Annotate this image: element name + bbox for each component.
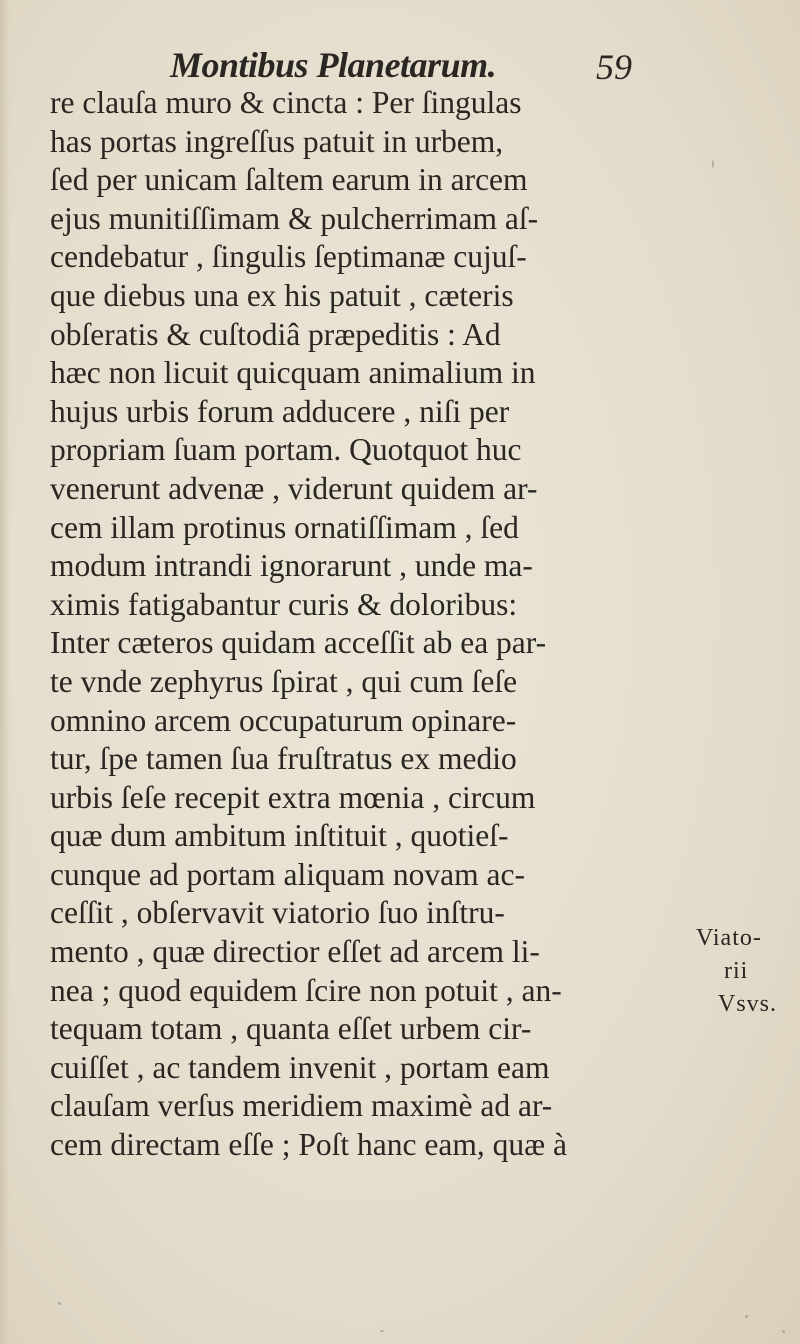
page-number: 59 — [596, 47, 632, 87]
text-line: modum intrandi ignorarunt , unde ma- — [50, 548, 533, 584]
text-line: te vnde zephyrus ſpirat , qui cum ſeſe — [50, 663, 518, 699]
text-line: quæ dum ambitum inſtituit , quotieſ- — [50, 818, 509, 854]
running-head — [170, 40, 670, 90]
text-line: ejus munitiſſimam & pulcherrimam aſ- — [50, 200, 539, 236]
text-line: mento , quæ directior eſſet ad arcem li- — [50, 934, 540, 970]
text-line: hujus urbis forum adducere , niſi per — [50, 393, 510, 429]
text-line: que diebus una ex his patuit , cæteris — [50, 277, 514, 313]
page-gutter-shadow — [0, 0, 10, 1344]
text-line: ximis fatigabantur curis & doloribus: — [50, 586, 518, 622]
text-line: tequam totam , quanta eſſet urbem cir- — [50, 1011, 532, 1047]
text-line: cem illam protinus ornatiſſimam , ſed — [50, 509, 519, 545]
text-line: urbis ſeſe recepit extra mœnia , circum — [50, 779, 536, 815]
paper-speck — [782, 1330, 785, 1333]
marginal-note — [692, 922, 798, 1021]
text-line: nea ; quod equidem ſcire non potuit , an- — [50, 972, 562, 1008]
text-line: ſed per unicam ſaltem earum in arcem — [50, 162, 528, 198]
text-line: omnino arcem occupaturum opinare- — [50, 702, 517, 738]
text-line: obſeratis & cuſtodiâ præpeditis : Ad — [50, 316, 501, 352]
text-line: hæc non licuit quicquam animalium in — [50, 355, 536, 391]
marginal-note-line: Vsvs. — [718, 991, 778, 1017]
paper-speck — [745, 1315, 748, 1318]
body-text — [50, 84, 690, 1165]
text-line: venerunt advenæ , viderunt quidem ar- — [50, 470, 538, 506]
text-line: ceſſit , obſervavit viatorio ſuo inſtru- — [50, 895, 505, 931]
text-line: re clauſa muro & cincta : Per ſingulas — [50, 85, 522, 120]
text-line: cendebatur , ſingulis ſeptimanæ cujuſ- — [50, 239, 527, 275]
text-line: clauſam verſus meridiem maximè ad ar- — [50, 1088, 553, 1124]
text-line: cunque ad portam aliquam novam ac- — [50, 856, 525, 892]
text-line: Inter cæteros quidam acceſſit ab ea par- — [50, 625, 547, 661]
marginal-note-line: rii — [724, 958, 749, 984]
paper-speck — [712, 160, 714, 168]
text-line: cem directam eſſe ; Poſt hanc eam, quæ à — [50, 1127, 567, 1163]
marginal-note-line: Viato- — [696, 925, 762, 951]
text-line: tur, ſpe tamen ſua fruſtratus ex medio — [50, 741, 517, 777]
text-line: cuiſſet , ac tandem invenit , portam eam — [50, 1049, 550, 1085]
paper-speck — [380, 1330, 384, 1332]
running-title: Montibus Planetarum. — [170, 45, 497, 85]
text-line: has portas ingreſſus patuit in urbem, — [50, 123, 504, 159]
paper-speck — [58, 1302, 61, 1305]
text-line: propriam ſuam portam. Quotquot huc — [50, 432, 522, 468]
